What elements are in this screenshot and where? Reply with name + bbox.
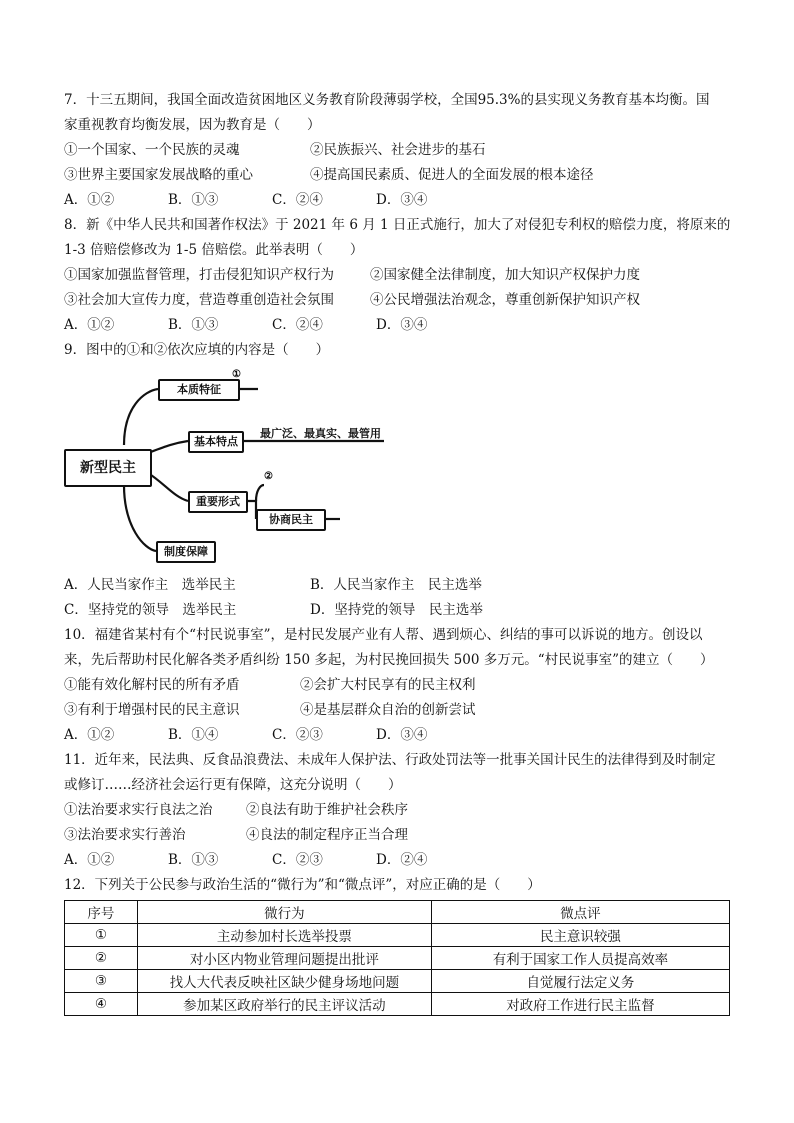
blank-marker-1: ① [232, 369, 241, 380]
q9-choice-d: D．坚持党的领导 民主选举 [310, 602, 483, 618]
q11-stem-line-1: 11．近年来，民法典、反食品浪费法、未成年人保护法、行政处罚法等一批事关国计民生的法律得到及时制定 [64, 752, 716, 768]
row-index: ④ [65, 993, 138, 1016]
row-index: ② [65, 947, 138, 970]
header-micro-comment: 微点评 [431, 901, 729, 924]
q11-option-2: ②良法有助于维护社会秩序 [246, 802, 408, 818]
branch-institutional-guarantee: 制度保障 [156, 541, 216, 563]
q10-option-3: ③有利于增强村民的民主意识 [64, 702, 240, 718]
question-11 [64, 748, 732, 873]
q8-choice-b: B．①③ [168, 317, 219, 333]
branch-basic-features: 基本特点 [188, 431, 244, 453]
branch-important-forms: 重要形式 [188, 491, 248, 513]
q7-option-4: ④提高国民素质、促进人的全面发展的根本途径 [310, 167, 594, 183]
q8-option-4: ④公民增强法治观念，尊重创新保护知识产权 [370, 292, 640, 308]
row-behavior: 主动参加村长选举投票 [137, 924, 431, 947]
row-comment: 有利于国家工作人员提高效率 [431, 947, 729, 970]
q7-choice-d: D．③④ [376, 192, 428, 208]
q8-option-3: ③社会加大宣传力度，营造尊重创造社会氛围 [64, 292, 334, 308]
q11-choice-c: C．②③ [272, 852, 323, 868]
row-comment: 对政府工作进行民主监督 [431, 993, 729, 1016]
micro-behavior-table [64, 900, 730, 1016]
row-behavior: 找人大代表反映社区缺少健身场地问题 [137, 970, 431, 993]
header-index: 序号 [65, 901, 138, 924]
q7-option-1: ①一个国家、一个民族的灵魂 [64, 142, 240, 158]
header-micro-behavior: 微行为 [137, 901, 431, 924]
question-7 [64, 88, 732, 213]
q8-choice-a: A．①② [64, 317, 115, 333]
q7-option-3: ③世界主要国家发展战略的重心 [64, 167, 253, 183]
exam-page [64, 88, 732, 1016]
q10-stem-line-2: 来，先后帮助村民化解各类矛盾纠纷 150 多起，为村民挽回损失 500 多万元。“村民说事室”的建立（ ） [64, 652, 714, 668]
basic-features-text: 最广泛、最真实、最管用 [260, 427, 381, 440]
q9-choice-a: A．人民当家作主 选举民主 [64, 577, 236, 593]
table-row [65, 947, 730, 970]
q7-option-2: ②民族振兴、社会进步的基石 [310, 142, 486, 158]
q9-choice-b: B．人民当家作主 民主选举 [310, 577, 482, 593]
row-comment: 自觉履行法定义务 [431, 970, 729, 993]
q11-option-3: ③法治要求实行善治 [64, 827, 186, 843]
question-10 [64, 623, 732, 748]
row-index: ③ [65, 970, 138, 993]
q10-choice-b: B．①④ [168, 727, 219, 743]
q8-stem-line-2: 1-3 倍赔偿修改为 1-5 倍赔偿。此举表明（ ） [64, 242, 364, 258]
center-node: 新型民主 [64, 449, 152, 487]
q8-stem-line-1: 8．新《中华人民共和国著作权法》于 2021 年 6 月 1 日正式施行，加大了对侵犯专利权的赔偿力度，将原来的 [64, 217, 731, 233]
branch-essential-feature: 本质特征 [158, 379, 240, 401]
table-row [65, 970, 730, 993]
consultative-democracy-node: 协商民主 [256, 509, 326, 531]
table-row [65, 924, 730, 947]
q9-choice-c: C．坚持党的领导 选举民主 [64, 602, 237, 618]
q8-choice-d: D．③④ [376, 317, 428, 333]
row-behavior: 参加某区政府举行的民主评议活动 [137, 993, 431, 1016]
q9-stem: 9．图中的①和②依次应填的内容是（ ） [64, 342, 330, 358]
q7-stem-line-2: 家重视教育均衡发展，因为教育是（ ） [64, 117, 321, 133]
q10-choice-a: A．①② [64, 727, 115, 743]
q11-choice-d: D．②④ [376, 852, 428, 868]
q11-stem-line-2: 或修订……经济社会运行更有保障，这充分说明（ ） [64, 777, 402, 793]
blank-marker-2: ② [264, 471, 273, 482]
q10-choice-c: C．②③ [272, 727, 323, 743]
row-comment: 民主意识较强 [431, 924, 729, 947]
q8-option-1: ①国家加强监督管理，打击侵犯知识产权行为 [64, 267, 334, 283]
q7-choice-a: A．①② [64, 192, 115, 208]
q8-choice-c: C．②④ [272, 317, 323, 333]
q10-option-2: ②会扩大村民享有的民主权利 [300, 677, 476, 693]
democracy-mind-map [64, 367, 404, 567]
q10-option-1: ①能有效化解村民的所有矛盾 [64, 677, 240, 693]
q11-choice-b: B．①③ [168, 852, 219, 868]
q7-stem-line-1: 7．十三五期间，我国全面改造贫困地区义务教育阶段薄弱学校，全国95.3%的县实现义务教育基本均衡。国 [64, 92, 710, 108]
row-behavior: 对小区内物业管理问题提出批评 [137, 947, 431, 970]
q10-choice-d: D．③④ [376, 727, 428, 743]
q11-option-1: ①法治要求实行良法之治 [64, 802, 213, 818]
q11-choice-a: A．①② [64, 852, 115, 868]
row-index: ① [65, 924, 138, 947]
q11-option-4: ④良法的制定程序正当合理 [246, 827, 408, 843]
table-header-row [65, 901, 730, 924]
q10-option-4: ④是基层群众自治的创新尝试 [300, 702, 476, 718]
q8-option-2: ②国家健全法律制度，加大知识产权保护力度 [370, 267, 640, 283]
q7-choice-c: C．②④ [272, 192, 323, 208]
q10-stem-line-1: 10．福建省某村有个“村民说事室”，是村民发展产业有人帮、遇到烦心、纠结的事可以诉说的地方。创设以 [64, 627, 703, 643]
q12-stem: 12．下列关于公民参与政治生活的“微行为”和“微点评”，对应正确的是（ ） [64, 877, 541, 893]
question-8 [64, 213, 732, 338]
question-9 [64, 338, 732, 623]
table-row [65, 993, 730, 1016]
question-12 [64, 873, 732, 1016]
q7-choice-b: B．①③ [168, 192, 219, 208]
